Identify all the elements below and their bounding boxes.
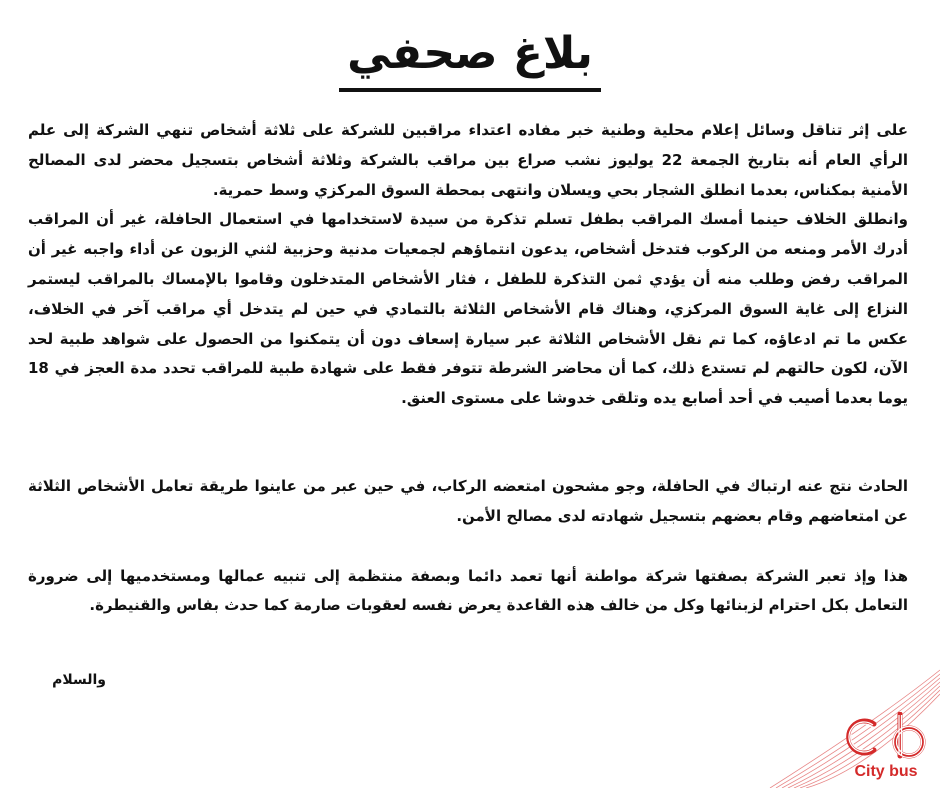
- city-bus-logo: [838, 712, 934, 786]
- city-bus-logo-icon: [846, 712, 926, 762]
- paragraph-incident: الحادث نتج عنه ارتباك في الحافلة، وجو مشحون امتعضه الركاب، في حين عبر من عاينوا طريقة تعامل الأشخاص الثلاثة عن امتعاضهم وقام بعضهم بتسجيل شهادته لدى مصالح الأمن.: [28, 476, 908, 525]
- paragraph-details: وانطلق الخلاف حينما أمسك المراقب بطفل تسلم تذكرة من سيدة لاستخدامها في استعمال الحافلة، غير أن المراقب أدرك الأمر ومنعه من الركوب فتدخل أشخاص، يدعون انتماؤهم لجمعيات مدنية وحزبية لثني الزبون عن أداء واجبه غير أن المراقب رفض وطلب منه أن يؤدي ثمن التذكرة للطفل ، فثار الأشخاص المتدخلون وقاموا بالإمساك بالمراقب ليستمر النزاع إلى غاية السوق المركزي، وهناك قام الأشخاص الثلاثة بالتمادي في حين لم يتدخل أي مراقب آخر في الخلاف، عكس ما تم ادعاؤه، كما تم نقل الأشخاص الثلاثة عبر سيارة إسعاف دون أن يتمكنوا من الحصول على شواهد طبية لحد الآن، لكون حالتهم لم تستدع ذلك، كما أن محاضر الشرطة تتوفر فقط على شهادة طبية للمراقب تحدد مدة العجز في 18 يوما بعدما أصيب في أحد أصابع يده وتلقى خدوشا على مستوى العنق.: [28, 210, 908, 408]
- signoff: والسلام: [52, 672, 106, 688]
- document-body: [28, 116, 908, 621]
- paragraph-company-statement: هذا وإذ تعبر الشركة بصفتها شركة مواطنة أنها تعمد دائما وبصفة منتظمة إلى تنبيه عمالها ومستخدميها إلى ضرورة التعامل بكل احترام لزبنائها وكل من خالف هذه القاعدة يعرض نفسه لعقوبات صارمة كما حدث بفاس والقنيطرة.: [28, 566, 908, 615]
- page-title: [0, 22, 940, 92]
- logo-text: City bus: [854, 763, 918, 780]
- paragraph-intro: على إثر تناقل وسائل إعلام محلية وطنية خبر مفاده اعتداء مراقبين للشركة على ثلاثة أشخاص تنهي الشركة إلى علم الرأي العام أنه بتاريخ الجمعة 22 يوليوز نشب صراع بين مراقب بالشركة وثلاثة أشخاص بتسجيل محضر لدى المصالح الأمنية بمكناس، بعدما انطلق الشجار بحي ويسلان وانتهى بمحطة السوق المركزي وسط حمرية.: [28, 121, 908, 199]
- page-title-text: بلاغ صحفي: [339, 22, 601, 92]
